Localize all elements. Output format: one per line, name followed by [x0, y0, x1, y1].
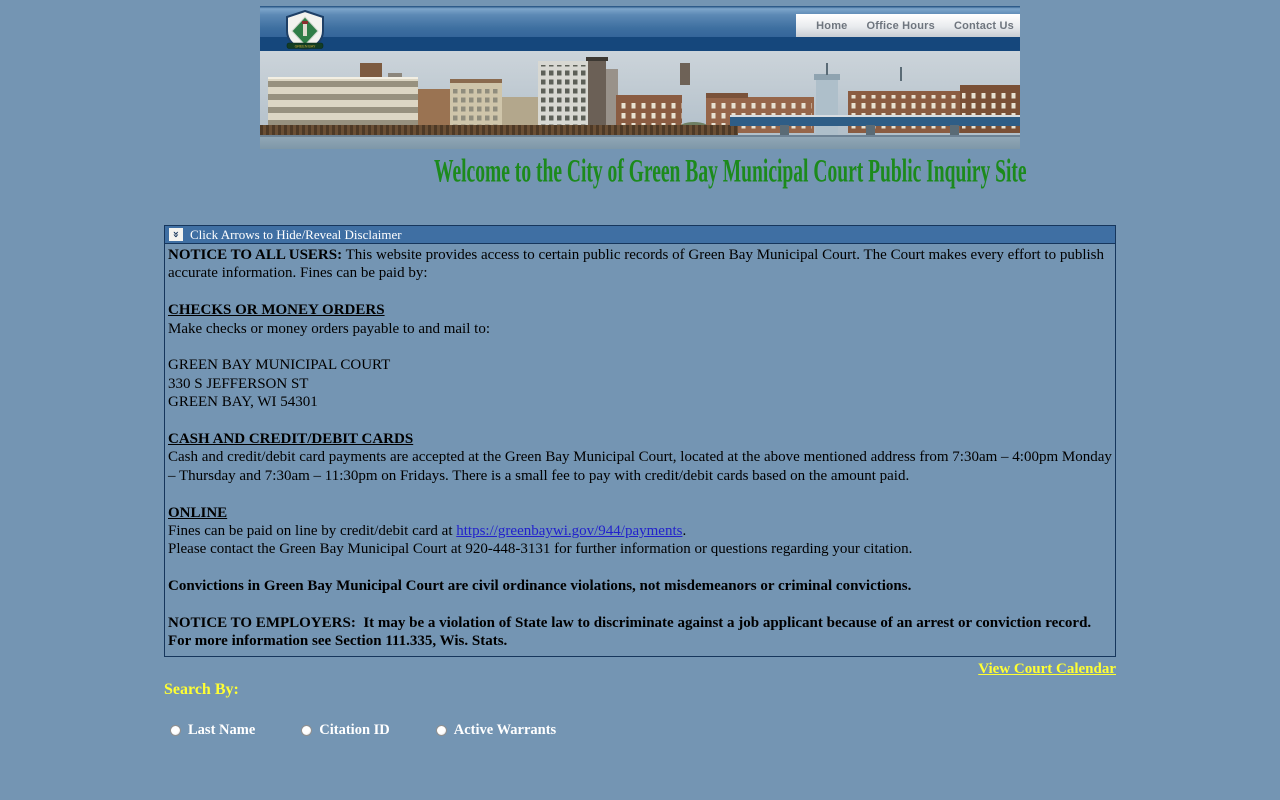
- notice-text: This website provides access to certain public records of Green Bay Municipal Court. The Court makes every effort to publish accurate information. Fines can be paid by:: [168, 247, 1108, 282]
- employers-text: NOTICE TO EMPLOYERS: It may be a violation of State law to discriminate against a job applicant because of an arrest or conviction record. For more information see Section 111.335, Wis. Stats.: [168, 615, 1095, 650]
- disclaimer-toggle-bar[interactable]: [165, 226, 1115, 244]
- radio-group-last-name[interactable]: [170, 722, 255, 739]
- radio-group-active-warrants[interactable]: [436, 722, 556, 739]
- view-court-calendar-link[interactable]: View Court Calendar: [978, 660, 1116, 677]
- cash-heading: CASH AND CREDIT/DEBIT CARDS: [168, 431, 414, 448]
- search-by-label: Search By:: [164, 680, 239, 698]
- page-title: Welcome to the City of Green Bay Municipal Court Public Inquiry Site: [434, 152, 1027, 189]
- last-name-radio-label[interactable]: Last Name: [188, 721, 256, 738]
- online-text: Fines can be paid on line by credit/debit card at https://greenbaywi.gov/944/payments.: [168, 523, 687, 540]
- calendar-row: [164, 660, 1116, 678]
- svg-text:GREEN BAY: GREEN BAY: [294, 44, 316, 49]
- search-options-row: [164, 722, 1116, 739]
- contact-text: Please contact the Green Bay Municipal Court at 920-448-3131 for further information or questions regarding your citation.: [168, 541, 913, 558]
- payments-link[interactable]: https://greenbaywi.gov/944/payments: [456, 523, 683, 540]
- last-name-radio[interactable]: [170, 725, 181, 736]
- online-heading: ONLINE: [168, 504, 228, 521]
- address-line-3: GREEN BAY, WI 54301: [168, 394, 318, 411]
- search-by-row: [164, 680, 1116, 700]
- green-bay-crest-icon: [282, 10, 328, 50]
- cash-text: Cash and credit/debit card payments are accepted at the Green Bay Municipal Court, located at the above mentioned address from 7:30am – 4:00pm Monday – Thursday and 7:30am – 11:30pm on Fridays. There is a small fee to pay with credit/debit cards based on the amount paid.: [168, 449, 1116, 484]
- citation-id-radio-label[interactable]: Citation ID: [319, 721, 390, 738]
- active-warrants-radio[interactable]: [436, 725, 447, 736]
- notice-bold: NOTICE TO ALL USERS:: [168, 247, 343, 263]
- disclaimer-content: [165, 244, 1115, 656]
- address-line-1: GREEN BAY MUNICIPAL COURT: [168, 357, 391, 374]
- disclaimer-panel: [164, 225, 1116, 657]
- convictions-text: Convictions in Green Bay Municipal Court are civil ordinance violations, not misdemeanors or criminal convictions.: [168, 578, 912, 595]
- banner-navy-band: [260, 37, 1020, 51]
- site-banner: [260, 6, 1020, 149]
- nav-link-contact-us[interactable]: Contact Us: [953, 19, 1014, 32]
- citation-id-radio[interactable]: [301, 725, 312, 736]
- radio-group-citation-id[interactable]: [301, 722, 390, 739]
- active-warrants-radio-label[interactable]: Active Warrants: [453, 721, 557, 738]
- nav-link-office-hours[interactable]: Office Hours: [866, 19, 935, 32]
- riverfront-skyline-photo: [260, 51, 1020, 149]
- double-chevron-down-icon[interactable]: «: [169, 228, 183, 241]
- checks-text: Make checks or money orders payable to and mail to:: [168, 320, 490, 337]
- page-title-wrap: [260, 152, 1027, 195]
- disclaimer-toggle-label: Click Arrows to Hide/Reveal Disclaimer: [190, 226, 402, 242]
- nav-link-home[interactable]: Home: [816, 19, 848, 32]
- top-navigation: [796, 14, 1020, 37]
- checks-heading: CHECKS OR MONEY ORDERS: [168, 302, 385, 319]
- address-line-2: 330 S JEFFERSON ST: [168, 375, 309, 392]
- notice-paragraph: [168, 246, 1112, 283]
